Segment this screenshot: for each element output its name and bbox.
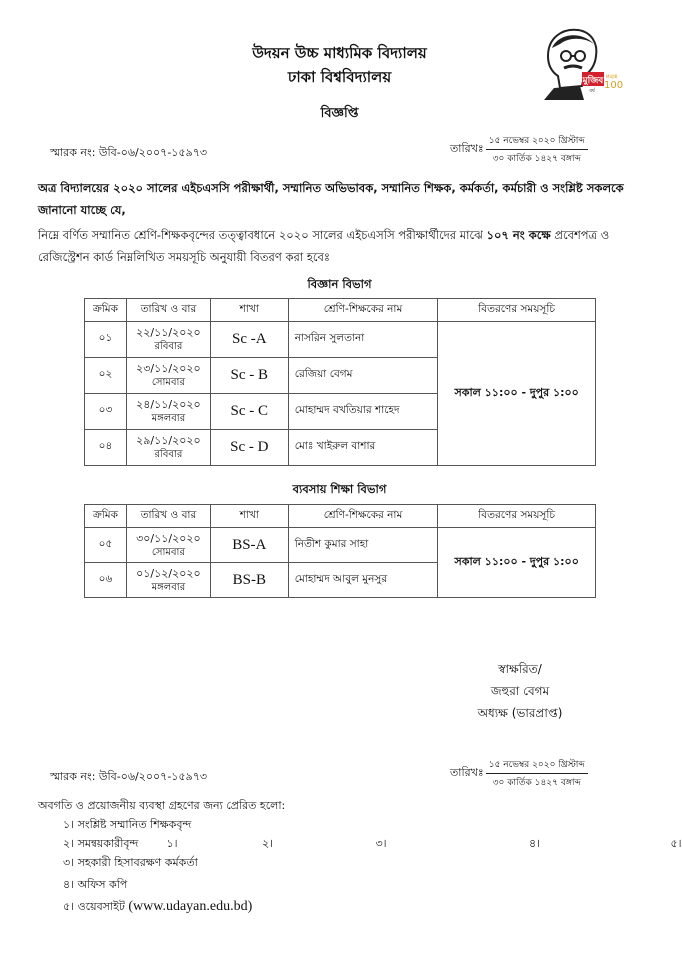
serial: ০২ (85, 358, 127, 394)
header-branch: শাখা (210, 505, 288, 528)
header-teacher: শ্রেণি-শিক্ষকের নাম (288, 299, 438, 322)
distribution-intro: অবগতি ও প্রয়োজনীয় ব্যবস্থা গ্রহণের জন্য প্রেরিত হলো: (38, 799, 286, 812)
distribution-time: সকাল ১১:০০ - দুপুর ১:০০ (438, 322, 596, 466)
date: ২৪/১১/২০২০ (136, 398, 201, 411)
university-name: ঢাকা বিশ্ববিদ্যালয় (287, 68, 392, 86)
memo-number: স্মারক নং: উবি-০৬/২০০৭-১৫৯৭৩ (50, 146, 208, 159)
header-branch: শাখা (210, 299, 288, 322)
date-label: তারিখঃ (450, 766, 484, 779)
header-date: তারিখ ও বার (126, 505, 210, 528)
signatory-name: জহুরা বেগম (490, 684, 550, 698)
teacher-name: নিতীশ কুমার সাহা (288, 528, 438, 563)
branch: BS-A (210, 528, 288, 563)
date-day (126, 563, 210, 598)
signatory-designation: অধ্যক্ষ (ভারপ্রাপ্ত) (477, 706, 563, 720)
coordinators-label: ২। সমন্বয়কারীবৃন্দ (63, 837, 139, 850)
logo-text-sub: বর্ষ (589, 88, 595, 94)
day: সোমবার (151, 546, 185, 558)
date: ২৯/১১/২০২০ (136, 434, 201, 447)
coordinator-slot: ৫। (670, 837, 682, 850)
coordinator-slot: ৩। (375, 837, 387, 850)
date-label: তারিখঃ (450, 142, 484, 155)
teacher-name: মোহাম্মদ আবুল মুনসুর (288, 563, 438, 598)
list-item (38, 897, 682, 916)
list-item: ১। সংশ্লিষ্ট সম্মানিত শিক্ষকবৃন্দ (63, 818, 192, 831)
detail-paragraph (38, 224, 648, 268)
logo-text-small: MUJIB (606, 74, 618, 79)
date: ৩০/১১/২০২০ (136, 531, 201, 545)
date-block (450, 133, 588, 166)
date-day (126, 430, 210, 466)
business-schedule-table (84, 504, 596, 598)
date-day (126, 358, 210, 394)
table-header-row (85, 299, 596, 322)
day: মঙ্গলবার (151, 413, 186, 424)
day: মঙ্গলবার (151, 581, 186, 593)
science-schedule-table (84, 298, 596, 466)
branch: Sc - B (210, 358, 288, 394)
serial: ০৪ (85, 430, 127, 466)
signed-label: স্বাক্ষরিত/ (498, 662, 542, 676)
memo-number-bottom: স্মারক নং: উবি-০৬/২০০৭-১৫৯৭৩ (50, 770, 208, 783)
notice-title: বিজ্ঞপ্তি (320, 106, 359, 121)
date: ০১/১২/২০২০ (136, 566, 201, 580)
header-time: বিতরণের সময়সূচি (438, 299, 596, 322)
coordinator-slot: ৪। (529, 837, 541, 850)
website-label: ৫। ওয়েবসাইট (63, 900, 125, 913)
business-section-title: ব্যবসায় শিক্ষা বিভাগ (292, 482, 387, 496)
date-day (126, 394, 210, 430)
date-day (126, 528, 210, 563)
serial: ০৩ (85, 394, 127, 430)
teacher-name: মোহাম্মদ বখতিয়ার শাহেদ (288, 394, 438, 430)
website-link[interactable]: (www.udayan.edu.bd) (128, 899, 253, 914)
science-section-title: বিজ্ঞান বিভাগ (307, 277, 372, 291)
school-name: উদয়ন উচ্চ মাধ্যমিক বিদ্যালয় (252, 44, 427, 62)
header-teacher: শ্রেণি-শিক্ষকের নাম (288, 505, 438, 528)
distribution-time: সকাল ১১:০০ - দুপুর ১:০০ (438, 528, 596, 598)
detail-text-1: নিম্নে বর্ণিত সম্মানিত শ্রেণি-শিক্ষকবৃন্দের তত্ত্বাবধানে ২০২০ সালের এইচএসসি পরীক্ষার্থীদের মাঝে (38, 228, 487, 242)
branch: Sc -A (210, 322, 288, 358)
list-item: ৩। সহকারী হিসাবরক্ষণ কর্মকর্তা (63, 856, 198, 869)
coordinator-slot: ২। (262, 837, 274, 850)
date: ২২/১১/২০২০ (136, 326, 201, 339)
header-date: তারিখ ও বার (126, 299, 210, 322)
logo-text-num: 100 (604, 80, 624, 91)
teacher-name: নাসরিন সুলতানা (288, 322, 438, 358)
teacher-name: রেজিয়া বেগম (288, 358, 438, 394)
detail-text-2: প্রবেশপত্র ও রেজিস্ট্রেশন কার্ড নিম্নলিখিত সময়সূচি অনুযায়ী বিতরণ করা হবেঃ (38, 228, 610, 264)
header-time: বিতরণের সময়সূচি (438, 505, 596, 528)
day: রবিবার (154, 341, 183, 352)
serial: ০৫ (85, 528, 127, 563)
serial: ০৬ (85, 563, 127, 598)
date-bangla: ৩০ কার্তিক ১৪২৭ বঙ্গাব্দ (492, 778, 581, 788)
distribution-list (38, 796, 682, 916)
day: রবিবার (154, 449, 183, 460)
branch: Sc - C (210, 394, 288, 430)
logo-text-main: মুজিব (582, 76, 604, 86)
date: ২৩/১১/২০২০ (136, 362, 201, 375)
serial: ০১ (85, 322, 127, 358)
day: সোমবার (151, 377, 185, 388)
list-item (38, 834, 682, 853)
date-bangla: ৩০ কার্তিক ১৪২৭ বঙ্গাব্দ (492, 154, 581, 164)
branch: BS-B (210, 563, 288, 598)
table-header-row (85, 505, 596, 528)
table-row (85, 528, 596, 563)
branch: Sc - D (210, 430, 288, 466)
teacher-name: মোঃ খাইরুল বাশার (288, 430, 438, 466)
date-block-bottom (450, 757, 588, 790)
header-serial: ক্রমিক (85, 505, 127, 528)
date-gregorian: ১৫ নভেম্বর ২০২০ খ্রিস্টাব্দ (486, 133, 588, 150)
mujib-borsho-100-logo-icon (540, 26, 622, 102)
signature-block (420, 658, 620, 724)
intro-paragraph: অত্র বিদ্যালয়ের ২০২০ সালের এইচএসসি পরীক্ষার্থী, সম্মানিত অভিভাবক, সম্মানিত শিক্ষক, কর্মকর্তা, কর্মচারী ও সংশ্লিষ্ট সকলকে জানানো যাচ্ছে যে, (38, 181, 624, 217)
date-day (126, 322, 210, 358)
table-row (85, 322, 596, 358)
room-number: ১০৭ নং কক্ষে (486, 228, 551, 242)
coordinator-slot: ১। (166, 837, 178, 850)
list-item: ৪। অফিস কপি (63, 878, 128, 891)
date-gregorian: ১৫ নভেম্বর ২০২০ খ্রিস্টাব্দ (486, 757, 588, 774)
header-serial: ক্রমিক (85, 299, 127, 322)
